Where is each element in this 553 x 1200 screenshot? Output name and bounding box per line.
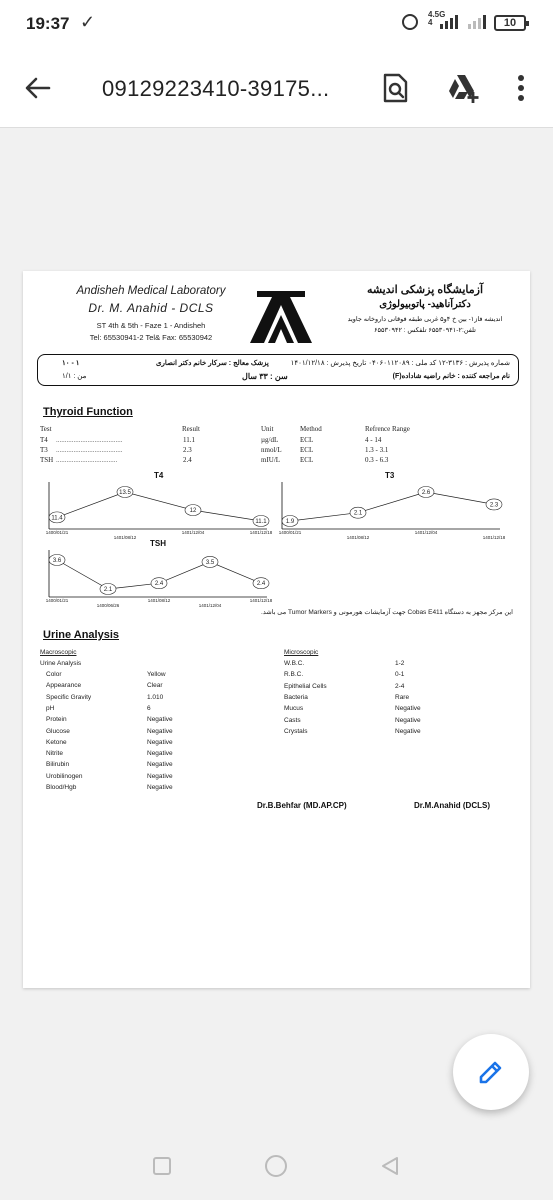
test-method: ECL bbox=[300, 446, 314, 454]
leader-dots: ...................................... bbox=[56, 436, 123, 444]
add-to-drive-icon[interactable] bbox=[446, 72, 480, 104]
header-range: Refrence Range bbox=[365, 425, 410, 433]
lab-header-english bbox=[61, 285, 241, 342]
analysis-label: Specific Gravity bbox=[46, 693, 92, 701]
tick-label: 1401/12/04 bbox=[181, 530, 205, 535]
system-nav-bar bbox=[0, 1136, 553, 1200]
list-item bbox=[40, 750, 240, 761]
tick-label: 1400/01/21 bbox=[45, 598, 69, 603]
clock: 19:37 bbox=[26, 14, 70, 33]
lab-director-fa: دکترآناهید- پاتوبیولوژی bbox=[379, 299, 471, 310]
test-unit: µg/dL bbox=[261, 436, 279, 444]
analysis-value: Negative bbox=[147, 761, 173, 769]
analysis-label: Bilirubin bbox=[46, 761, 70, 769]
analysis-label: Blood/Hgb bbox=[46, 784, 77, 791]
lab-address-fa: اندیشه فاز۱- بین خ ۴و۵ غربی طبقه فوقانی داروخانه جاوید bbox=[347, 316, 503, 323]
analysis-value: Negative bbox=[395, 716, 421, 724]
signal-2-icon bbox=[468, 15, 486, 29]
test-method: ECL bbox=[300, 436, 314, 444]
list-item bbox=[40, 682, 240, 693]
find-in-page-icon[interactable] bbox=[380, 72, 410, 104]
analysis-value: 1-2 bbox=[395, 660, 405, 667]
app-toolbar bbox=[0, 48, 553, 128]
tick-label: 1401/12/18 bbox=[482, 535, 506, 540]
header-method: Method bbox=[300, 425, 322, 433]
analysis-label: Ketone bbox=[46, 738, 67, 746]
lab-director-en: Dr. M. Anahid - DCLS bbox=[88, 301, 214, 315]
table-header bbox=[40, 425, 480, 434]
data-label: 3.6 bbox=[52, 558, 62, 564]
edit-fab-button[interactable] bbox=[453, 1034, 529, 1110]
equipment-note: این مرکز مجهز به دستگاه Cobas E411 جهت آزمایشات هورمونی و Tumor Markers می باشد. bbox=[261, 609, 513, 616]
patient-extra: من : ۱/۱ bbox=[62, 373, 87, 380]
analysis-label: Color bbox=[46, 671, 62, 678]
analysis-value: Negative bbox=[147, 716, 173, 724]
battery-icon: 10 bbox=[494, 15, 526, 31]
tick-label: 1401/08/12 bbox=[113, 535, 137, 540]
leader-dots: ................................... bbox=[56, 456, 118, 464]
lab-header-persian bbox=[336, 283, 514, 334]
list-item bbox=[40, 716, 240, 727]
tick-label: 1401/12/18 bbox=[249, 530, 273, 535]
signature-right: Dr.M.Anahid (DCLS) bbox=[414, 801, 490, 810]
tick-label: 1400/01/21 bbox=[278, 530, 302, 535]
macroscopic-table bbox=[40, 649, 240, 799]
list-item bbox=[40, 705, 240, 716]
tick-label: 1401/12/18 bbox=[249, 598, 273, 603]
test-result: 2.4 bbox=[183, 456, 192, 464]
macroscopic-header: Macroscopic bbox=[40, 649, 77, 656]
trend-line bbox=[57, 492, 261, 521]
list-item bbox=[40, 784, 240, 795]
referring-doctor: پزشک معالج : سرکار خانم دکتر انصاری bbox=[156, 360, 269, 367]
analysis-label: pH bbox=[46, 704, 55, 712]
header-unit: Unit bbox=[261, 425, 274, 433]
patient-row-2 bbox=[46, 372, 510, 380]
analysis-value: Negative bbox=[147, 750, 173, 758]
chart-label-t3: T3 bbox=[385, 471, 395, 480]
network-label: 4.5G bbox=[428, 10, 446, 19]
analysis-label: Bacteria bbox=[284, 693, 308, 701]
patient-row-1 bbox=[46, 359, 510, 367]
analysis-value: Yellow bbox=[147, 671, 166, 678]
thyroid-table bbox=[40, 425, 480, 465]
signature-left: Dr.B.Behfar (MD.AP.CP) bbox=[257, 801, 347, 810]
analysis-value: Negative bbox=[395, 705, 421, 713]
lab-phone-fa: تلفن:۲-۶۵۵۳۰۹۴۱ تلفکس : ۶۵۵۳۰۹۴۲ bbox=[374, 327, 476, 334]
list-item bbox=[284, 728, 484, 739]
list-item bbox=[40, 739, 240, 750]
analysis-value: Clear bbox=[147, 682, 163, 690]
admission-info: شماره پذیرش : ۳۱۳۶-۱۲ کد ملی : ۰۴۰۶۰۱۱۲۰۸۹ تاریخ پذیرش : ۱۴۰۱/۱۲/۱۸ bbox=[290, 360, 510, 367]
trend-chart-tsh bbox=[45, 550, 273, 610]
data-label: 11.1 bbox=[255, 519, 267, 525]
status-bar bbox=[0, 0, 553, 48]
analysis-label: Urobilinogen bbox=[46, 772, 83, 780]
list-item bbox=[284, 705, 484, 716]
data-label: 11.4 bbox=[51, 515, 63, 522]
list-item bbox=[40, 761, 240, 772]
analysis-value: 6 bbox=[147, 704, 151, 712]
test-range: 4 - 14 bbox=[365, 436, 382, 444]
document-page[interactable] bbox=[23, 271, 530, 988]
tick-label: 1401/12/04 bbox=[414, 530, 438, 535]
network-sub-label: 4 bbox=[428, 18, 433, 27]
analysis-value: Negative bbox=[147, 784, 173, 791]
lab-address-en: ST 4th & 5th - Faze 1 - Andisheh bbox=[96, 321, 206, 330]
back-nav-icon[interactable] bbox=[380, 1156, 400, 1176]
recents-icon[interactable] bbox=[152, 1156, 172, 1176]
analysis-label: Glucose bbox=[46, 727, 70, 735]
home-icon[interactable] bbox=[264, 1154, 288, 1178]
analysis-value: 1.010 bbox=[147, 693, 164, 701]
test-result: 11.1 bbox=[183, 436, 195, 444]
test-unit: nmol/L bbox=[261, 446, 282, 454]
analysis-label: Casts bbox=[284, 716, 301, 724]
macroscopic-subheader: Urine Analysis bbox=[40, 660, 82, 667]
microscopic-table bbox=[284, 649, 484, 749]
thyroid-title: Thyroid Function bbox=[43, 406, 133, 418]
test-name: T4 bbox=[40, 436, 48, 444]
analysis-value: Rare bbox=[395, 693, 410, 701]
analysis-value: Negative bbox=[147, 727, 173, 735]
chart-label-tsh: TSH bbox=[150, 539, 166, 548]
trend-chart-t3 bbox=[278, 482, 506, 542]
list-item bbox=[40, 773, 240, 784]
table-row bbox=[40, 456, 480, 465]
lab-phone-en: Tel: 65530941-2 Tel& Fax: 65530942 bbox=[89, 333, 213, 342]
analysis-value: Negative bbox=[147, 738, 173, 746]
patient-age: سن : ۳۳ سال bbox=[242, 372, 288, 381]
list-item bbox=[40, 694, 240, 705]
data-label: 2.4 bbox=[256, 581, 266, 588]
test-result: 2.3 bbox=[183, 446, 192, 454]
data-label: 3.5 bbox=[205, 559, 215, 566]
analysis-label: W.B.C. bbox=[284, 660, 305, 667]
analysis-label: Appearance bbox=[46, 682, 82, 690]
data-label: 12 bbox=[189, 508, 197, 515]
tick-label: 1401/08/12 bbox=[147, 598, 171, 603]
trend-chart-t4 bbox=[45, 482, 273, 542]
data-label: 2.6 bbox=[421, 490, 431, 496]
table-row bbox=[40, 436, 480, 445]
lab-logo bbox=[248, 289, 314, 345]
test-name: TSH bbox=[40, 456, 54, 464]
trend-line bbox=[290, 492, 494, 521]
analysis-label: Crystals bbox=[284, 727, 308, 735]
more-vert-icon[interactable] bbox=[506, 72, 536, 104]
test-name: T3 bbox=[40, 446, 48, 454]
header-test: Test bbox=[40, 425, 52, 433]
test-unit: mIU/L bbox=[261, 456, 281, 464]
data-label: 13.5 bbox=[119, 490, 131, 496]
lab-name-en: Andisheh Medical Laboratory bbox=[76, 285, 226, 297]
table-row bbox=[40, 446, 480, 455]
list-item bbox=[40, 671, 240, 682]
page-number: ۱ - ۱۰ bbox=[62, 360, 80, 367]
leader-dots: ...................................... bbox=[56, 446, 123, 454]
data-label: 1.9 bbox=[285, 519, 295, 525]
list-item bbox=[284, 694, 484, 705]
download-done-icon: ✓ bbox=[80, 12, 96, 32]
patient-name: نام مراجعه کننده : خانم راضیه شاداده(F) bbox=[392, 373, 510, 380]
chart-label-t4: T4 bbox=[154, 471, 164, 480]
list-item bbox=[40, 728, 240, 739]
list-item bbox=[284, 717, 484, 728]
data-label: 2.1 bbox=[103, 587, 113, 593]
document-title: 09129223410-39175... bbox=[102, 76, 330, 101]
analysis-value: Negative bbox=[147, 772, 173, 780]
list-item bbox=[284, 671, 484, 682]
test-range: 1.3 - 3.1 bbox=[365, 446, 389, 454]
test-range: 0.3 - 6.3 bbox=[365, 456, 389, 464]
tick-label: 1401/12/04 bbox=[198, 603, 222, 608]
analysis-label: Nitrite bbox=[46, 750, 63, 758]
list-item bbox=[284, 683, 484, 694]
patient-info-box bbox=[37, 354, 519, 386]
header-result: Result bbox=[182, 425, 200, 433]
urine-title: Urine Analysis bbox=[43, 629, 120, 641]
edit-pencil-icon bbox=[477, 1058, 505, 1086]
analysis-value: 0-1 bbox=[395, 671, 405, 679]
data-label: 2.4 bbox=[154, 581, 164, 588]
tick-label: 1401/08/12 bbox=[346, 535, 370, 540]
microscopic-header: Microscopic bbox=[284, 649, 319, 656]
signal-icon bbox=[440, 15, 458, 29]
analysis-label: R.B.C. bbox=[284, 671, 304, 679]
data-label: 2.3 bbox=[489, 502, 499, 509]
lab-name-fa: آزمایشگاه پزشکی اندیشه bbox=[366, 284, 484, 296]
analysis-value: 2-4 bbox=[395, 682, 405, 690]
alarm-icon bbox=[402, 14, 418, 30]
list-item bbox=[284, 660, 484, 671]
back-arrow-icon[interactable] bbox=[22, 72, 54, 104]
tick-label: 1400/06/26 bbox=[96, 603, 120, 608]
data-label: 2.1 bbox=[353, 510, 363, 517]
tick-label: 1400/01/21 bbox=[45, 530, 69, 535]
analysis-value: Negative bbox=[395, 727, 421, 735]
test-method: ECL bbox=[300, 456, 314, 464]
analysis-label: Epithelial Cells bbox=[284, 682, 327, 690]
analysis-label: Mucus bbox=[284, 705, 304, 713]
analysis-label: Protein bbox=[46, 716, 67, 724]
